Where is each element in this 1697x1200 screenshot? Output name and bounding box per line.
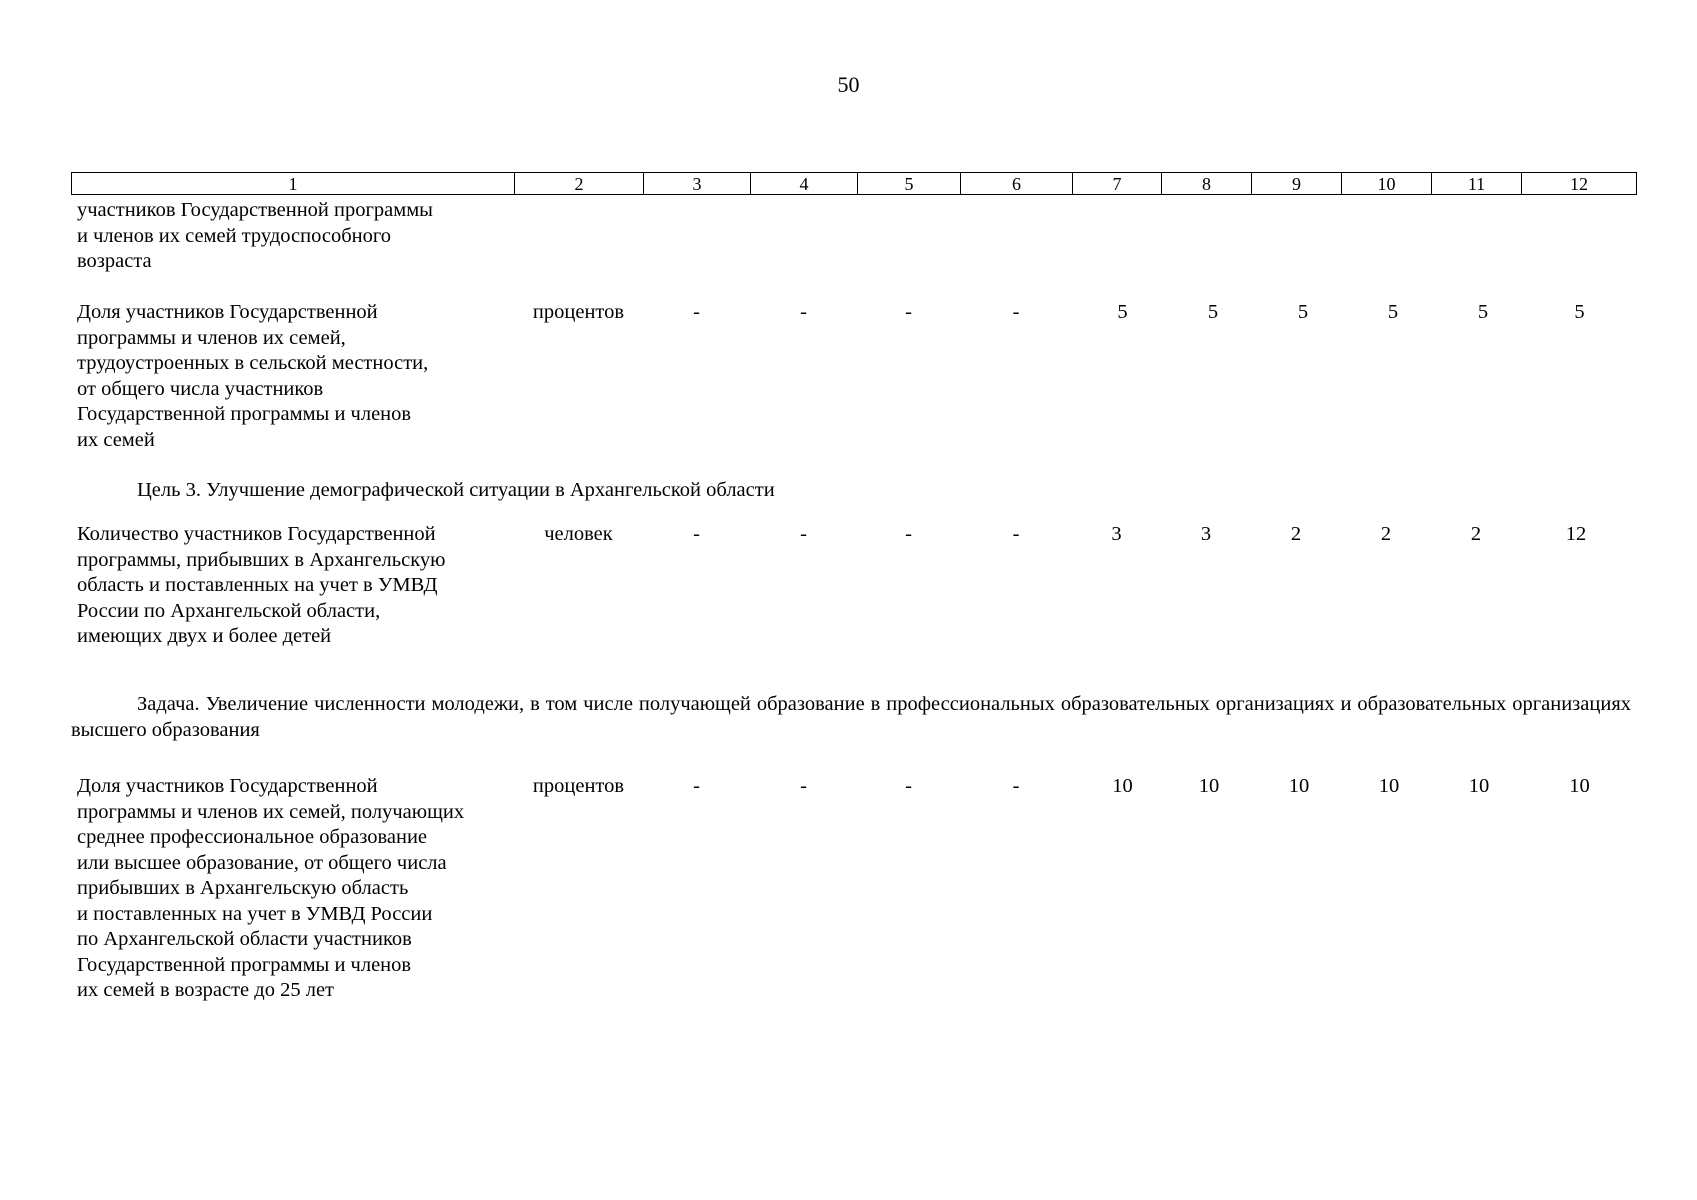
column-header-12: 12 bbox=[1522, 173, 1637, 195]
indicator-value: 10 bbox=[1569, 775, 1590, 797]
indicator-value: 5 bbox=[1117, 301, 1128, 323]
indicator-value: 10 bbox=[1198, 775, 1220, 797]
indicator-value: 2 bbox=[1380, 523, 1392, 545]
indicator-value: - bbox=[1012, 775, 1020, 797]
indicator-name: Доля участников Государственной программы и членов их семей, получающих среднее профессиональное образование или высшее образование, от общего числа прибывших в Архангельскую область и поставленных на учет в УМВД России по Архангельской области участников Государственной программы и членов их семей в возрасте до 25 лет bbox=[77, 775, 465, 1001]
column-header-1: 1 bbox=[72, 173, 515, 195]
indicator-value: 5 bbox=[1574, 301, 1585, 323]
indicator-value: - bbox=[905, 775, 912, 797]
section-heading-task: Задача. Увеличение численности молодежи, в том числе получающей образование в профессиональных образовательных организациях и образовательных организациях высшего образования bbox=[71, 693, 1631, 741]
indicator-name: участников Государственной программы и членов их семей трудоспособного возраста bbox=[77, 199, 433, 272]
indicator-value: 10 bbox=[1112, 775, 1133, 797]
column-header-5: 5 bbox=[858, 173, 961, 195]
indicator-value: 5 bbox=[1207, 301, 1219, 323]
page-number: 50 bbox=[837, 72, 860, 97]
indicator-value: - bbox=[693, 301, 700, 323]
column-header-2: 2 bbox=[515, 173, 644, 195]
column-header-10: 10 bbox=[1342, 173, 1432, 195]
indicator-value: - bbox=[693, 523, 700, 545]
indicator-value: 10 bbox=[1468, 775, 1490, 797]
indicator-value: 5 bbox=[1297, 301, 1309, 323]
indicator-value: - bbox=[800, 301, 807, 323]
indicator-value: 3 bbox=[1200, 523, 1212, 545]
column-header-9: 9 bbox=[1252, 173, 1342, 195]
indicator-value: 12 bbox=[1565, 523, 1587, 545]
column-header-8: 8 bbox=[1162, 173, 1252, 195]
indicator-value: - bbox=[1012, 301, 1020, 323]
section-heading-goal-3: Цель 3. Улучшение демографической ситуации в Архангельской области bbox=[137, 479, 775, 501]
indicator-value: 10 bbox=[1288, 775, 1310, 797]
indicator-value: 3 bbox=[1111, 523, 1122, 545]
indicator-unit: человек bbox=[544, 523, 613, 545]
indicator-value: - bbox=[1012, 523, 1020, 545]
indicator-value: - bbox=[800, 523, 807, 545]
column-number-header bbox=[71, 172, 1637, 195]
column-header-6: 6 bbox=[961, 173, 1073, 195]
column-header-3: 3 bbox=[644, 173, 751, 195]
indicator-value: - bbox=[905, 301, 912, 323]
indicator-value: 2 bbox=[1290, 523, 1302, 545]
indicator-value: - bbox=[800, 775, 807, 797]
indicator-value: 10 bbox=[1378, 775, 1400, 797]
column-header-11: 11 bbox=[1432, 173, 1522, 195]
indicator-value: - bbox=[905, 523, 912, 545]
indicator-name: Доля участников Государственной программы и членов их семей, трудоустроенных в сельской местности, от общего числа участников Государственной программы и членов их семей bbox=[77, 301, 429, 451]
indicator-name: Количество участников Государственной программы, прибывших в Архангельскую область и поставленных на учет в УМВД России по Архангельской области, имеющих двух и более детей bbox=[77, 523, 446, 647]
indicator-unit: процентов bbox=[532, 775, 625, 797]
indicator-value: - bbox=[693, 775, 700, 797]
column-header-7: 7 bbox=[1073, 173, 1162, 195]
indicator-value: 2 bbox=[1470, 523, 1482, 545]
indicator-value: 5 bbox=[1477, 301, 1489, 323]
column-header-4: 4 bbox=[751, 173, 858, 195]
indicator-value: 5 bbox=[1387, 301, 1399, 323]
indicator-unit: процентов bbox=[532, 301, 625, 323]
